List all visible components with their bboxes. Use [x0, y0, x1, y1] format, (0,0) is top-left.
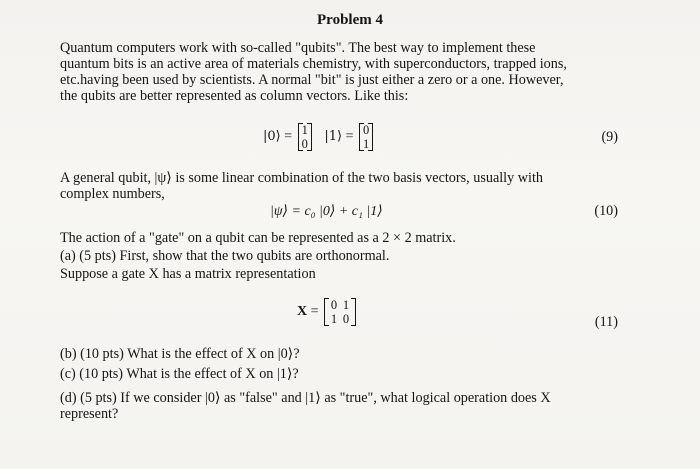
matrix-row — [328, 312, 352, 326]
equation-10 — [0, 203, 700, 223]
intro-paragraph — [60, 40, 620, 104]
part-d — [60, 390, 620, 422]
matrix-entry: 1 — [330, 312, 338, 326]
column-vector-one — [359, 123, 373, 151]
vector-entry: 0 — [301, 137, 308, 151]
equation-11 — [0, 298, 700, 338]
matrix-entry: 0 — [342, 312, 350, 326]
part-b: (b) (10 pts) What is the effect of X on |0⟩? — [60, 346, 300, 362]
suppose-text: Suppose a gate X has a matrix representation — [60, 266, 316, 282]
equation-number: (11) — [594, 314, 618, 330]
psi-expansion: |ψ⟩ = c₀ |0⟩ + c₁ |1⟩ — [270, 204, 383, 219]
gate-x-matrix — [324, 298, 356, 326]
ket-zero: |0⟩ — [263, 129, 281, 145]
matrix-entry: 0 — [330, 298, 338, 312]
vector-entry: 1 — [301, 123, 308, 137]
intro-line: Quantum computers work with so-called "qubits". The best way to implement these — [60, 40, 536, 56]
equals-sign: = — [345, 129, 354, 145]
intro-line: etc.having been used by scientists. A normal "bit" is just either a zero or a one. However, — [60, 72, 564, 88]
equation-9 — [0, 117, 700, 157]
problem-title: Problem 4 — [317, 12, 383, 28]
part-d-line: (d) (5 pts) If we consider |0⟩ as "false" and |1⟩ as "true", what logical operation does X — [60, 390, 551, 406]
vector-entry: 1 — [363, 137, 370, 151]
equation-number: (10) — [594, 203, 618, 219]
gate-x-symbol: X — [297, 304, 308, 320]
part-d-line: represent? — [60, 406, 119, 422]
column-vector-zero — [298, 123, 312, 151]
matrix-entry: 1 — [342, 298, 350, 312]
equals-sign: = — [310, 304, 319, 320]
equation-number: (9) — [601, 129, 618, 145]
general-line: A general qubit, |ψ⟩ is some linear combination of the two basis vectors, usually with — [60, 170, 543, 186]
part-c: (c) (10 pts) What is the effect of X on |1⟩? — [60, 366, 299, 382]
general-line: complex numbers, — [60, 186, 165, 202]
part-a: (a) (5 pts) First, show that the two qubits are orthonormal. — [60, 248, 390, 264]
ket-one: |1⟩ — [324, 129, 343, 145]
vector-entry: 0 — [363, 123, 370, 137]
matrix-row — [328, 298, 352, 312]
equals-sign: = — [284, 129, 293, 145]
intro-line: the qubits are better represented as column vectors. Like this: — [60, 88, 409, 104]
gate-text: The action of a "gate" on a qubit can be represented as a 2 × 2 matrix. — [60, 230, 456, 246]
intro-line: quantum bits is an active area of materials chemistry, with superconductors, trapped ions, — [60, 56, 567, 72]
general-qubit-paragraph — [60, 170, 620, 202]
